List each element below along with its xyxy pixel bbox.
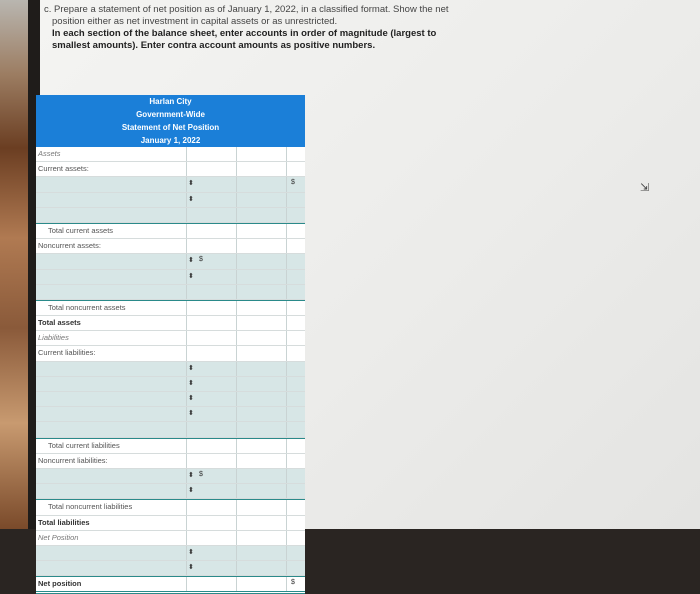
row-liabilities-heading	[36, 331, 305, 346]
row-total-noncurrent-assets	[36, 300, 305, 316]
amount-input[interactable]	[286, 484, 306, 498]
account-select-row[interactable]	[36, 270, 305, 285]
amount-input[interactable]	[286, 193, 306, 207]
statement-header	[36, 95, 305, 147]
amount-input[interactable]	[286, 224, 306, 238]
currency-symbol: $	[291, 579, 295, 587]
amount-input[interactable]	[286, 546, 306, 560]
row-total-current-liabilities	[36, 438, 305, 454]
instruction-line: In each section of the balance sheet, enter accounts in order of magnitude (largest to	[52, 28, 437, 39]
amount-input[interactable]	[286, 422, 306, 436]
account-select-row[interactable]	[36, 285, 305, 300]
label: Total assets	[38, 318, 81, 328]
label: Liabilities	[38, 333, 69, 343]
amount-input[interactable]	[286, 316, 306, 330]
amount-input[interactable]	[236, 422, 285, 436]
statement-of-net-position	[36, 95, 305, 594]
label: Total noncurrent assets	[48, 302, 126, 312]
row-net-position-heading	[36, 531, 305, 546]
label: Total noncurrent liabilities	[48, 502, 133, 512]
row-total-noncurrent-liabilities	[36, 499, 305, 515]
amount-input[interactable]	[186, 362, 235, 376]
select-spinner-icon: ⬍	[188, 257, 194, 265]
row-total-current-assets	[36, 223, 305, 239]
header-entity: Harlan City	[149, 97, 192, 106]
mouse-cursor-icon: ⇲	[640, 182, 650, 194]
amount-input[interactable]	[286, 516, 306, 530]
label: Current assets:	[38, 164, 89, 174]
instruction-line: c. Prepare a statement of net position as of January 1, 2022, in a classified format. Show the net	[44, 4, 449, 15]
amount-input[interactable]	[186, 469, 235, 483]
label: Total current assets	[48, 225, 114, 235]
select-spinner-icon: ⬍	[188, 410, 194, 418]
amount-input[interactable]	[186, 484, 235, 498]
account-select-row[interactable]	[36, 193, 305, 208]
amount-input[interactable]	[286, 407, 306, 421]
row-current-assets-heading	[36, 162, 305, 177]
amount-input[interactable]	[236, 285, 285, 299]
amount-input[interactable]	[186, 407, 235, 421]
select-spinner-icon: ⬍	[188, 180, 194, 188]
amount-input[interactable]	[286, 177, 306, 191]
account-select-row[interactable]	[36, 177, 305, 192]
label: Noncurrent assets:	[38, 241, 101, 251]
select-spinner-icon: ⬍	[188, 487, 194, 495]
currency-symbol: $	[199, 470, 203, 478]
account-select-row[interactable]	[36, 208, 305, 223]
label: Total liabilities	[38, 517, 90, 527]
amount-input[interactable]	[286, 362, 306, 376]
amount-input[interactable]	[236, 208, 285, 222]
account-select-row[interactable]	[36, 377, 305, 392]
select-spinner-icon: ⬍	[188, 379, 194, 387]
amount-input[interactable]	[236, 193, 285, 207]
header-title: Statement of Net Position	[121, 123, 220, 132]
amount-input[interactable]	[236, 362, 285, 376]
amount-input[interactable]	[286, 577, 306, 591]
select-spinner-icon: ⬍	[188, 364, 194, 372]
account-select-row[interactable]	[36, 362, 305, 377]
amount-input[interactable]	[186, 270, 235, 284]
amount-input[interactable]	[186, 285, 235, 299]
amount-input[interactable]	[186, 561, 235, 575]
amount-input[interactable]	[286, 301, 306, 315]
amount-input[interactable]	[186, 177, 235, 191]
account-select-row[interactable]	[36, 422, 305, 437]
amount-input[interactable]	[186, 254, 235, 268]
select-spinner-icon: ⬍	[188, 272, 194, 280]
amount-input[interactable]	[286, 285, 306, 299]
instruction-line: position either as net investment in capital assets or as unrestricted.	[52, 16, 338, 27]
amount-input[interactable]	[186, 392, 235, 406]
row-net-position-total	[36, 576, 305, 594]
select-spinner-icon: ⬍	[188, 564, 194, 572]
amount-input[interactable]	[186, 208, 235, 222]
amount-input[interactable]	[236, 377, 285, 391]
currency-symbol: $	[291, 179, 295, 187]
amount-input[interactable]	[236, 270, 285, 284]
amount-input[interactable]	[186, 546, 235, 560]
instructions	[44, 4, 484, 52]
amount-input[interactable]	[286, 377, 306, 391]
label: Current liabilities:	[38, 348, 96, 358]
account-select-row[interactable]	[36, 546, 305, 561]
account-select-row[interactable]	[36, 484, 305, 499]
amount-input[interactable]	[236, 546, 285, 560]
amount-input[interactable]	[236, 469, 285, 483]
select-spinner-icon: ⬍	[188, 471, 194, 479]
label: Net Position	[38, 532, 79, 542]
select-spinner-icon: ⬍	[188, 395, 194, 402]
amount-input[interactable]	[236, 407, 285, 421]
row-current-liabilities-heading	[36, 346, 305, 361]
amount-input[interactable]	[236, 484, 285, 498]
label: Assets	[38, 149, 61, 158]
label: Noncurrent liabilities:	[38, 455, 108, 465]
amount-input[interactable]	[286, 439, 306, 453]
row-noncurrent-assets-heading	[36, 239, 305, 254]
header-scope: Government-Wide	[136, 110, 205, 119]
amount-input[interactable]	[286, 208, 306, 222]
amount-input[interactable]	[186, 422, 235, 436]
amount-input[interactable]	[236, 254, 285, 268]
account-select-row[interactable]	[36, 392, 305, 407]
account-select-row[interactable]	[36, 407, 305, 422]
row-total-assets	[36, 316, 305, 331]
amount-input[interactable]	[286, 561, 306, 575]
row-noncurrent-liabilities-heading	[36, 454, 305, 469]
label: Total current liabilities	[48, 440, 120, 450]
row-assets-heading	[36, 147, 305, 162]
amount-input[interactable]	[286, 254, 306, 268]
amount-input[interactable]	[286, 500, 306, 514]
amount-input[interactable]	[186, 193, 235, 207]
amount-input[interactable]	[236, 561, 285, 575]
amount-input[interactable]	[236, 177, 285, 191]
select-spinner-icon: ⬍	[188, 548, 194, 556]
header-date: January 1, 2022	[140, 136, 201, 145]
amount-input[interactable]	[236, 392, 285, 406]
currency-symbol: $	[199, 256, 203, 264]
account-select-row[interactable]	[36, 254, 305, 269]
amount-input[interactable]	[286, 469, 306, 483]
instruction-line: smallest amounts). Enter contra account amounts as positive numbers.	[52, 40, 376, 51]
amount-input[interactable]	[286, 270, 306, 284]
label: Net position	[38, 579, 82, 589]
amount-input[interactable]	[186, 377, 235, 391]
select-spinner-icon: ⬍	[188, 195, 194, 203]
row-total-liabilities	[36, 516, 305, 531]
account-select-row[interactable]	[36, 561, 305, 576]
account-select-row[interactable]	[36, 469, 305, 484]
amount-input[interactable]	[286, 392, 306, 406]
